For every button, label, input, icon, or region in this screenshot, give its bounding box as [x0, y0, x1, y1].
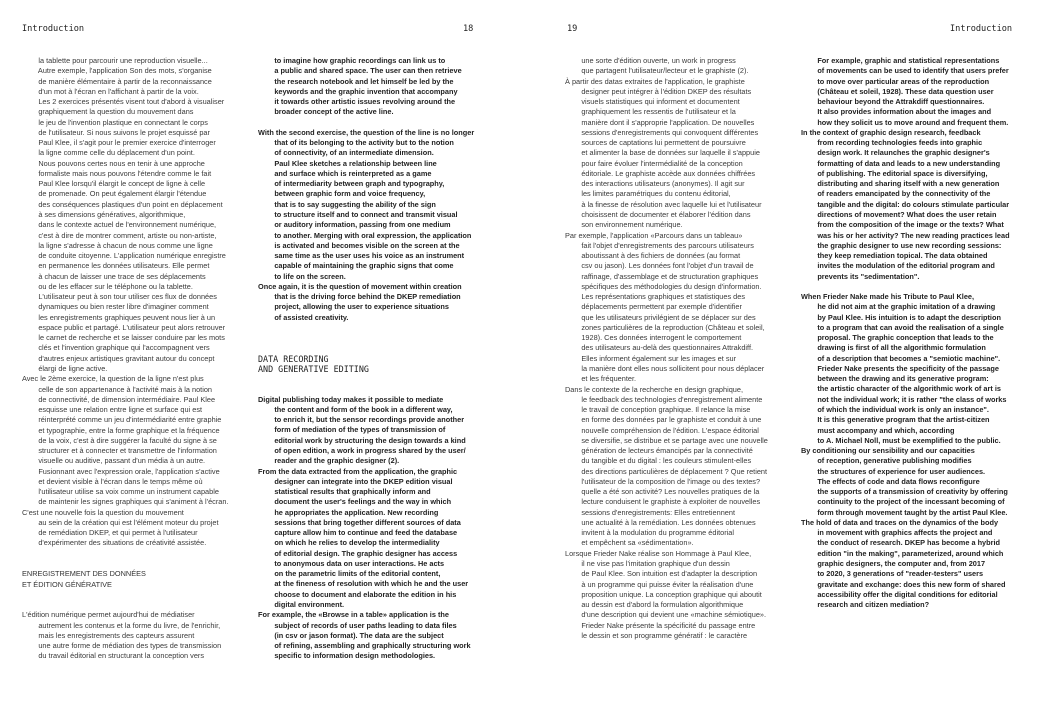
text-line: esquisse une relation entre ligne et surface qui est [22, 405, 203, 415]
text-line: tangible and the digital: do colours stimulate particular [801, 199, 1010, 209]
text-line: or auditory information, passing from one medium [258, 220, 451, 230]
text-line: of publishing. The editorial space is diversifying, [801, 168, 988, 178]
text-line: the content and form of the book in a different way, [258, 404, 453, 414]
text-line: À partir des datas extraites de l'application, le graphiste [565, 76, 745, 86]
text-line: It also provides information about the images and [801, 107, 992, 117]
text-line: dynamiques ou bien rester libre d'imaginer comment [22, 302, 209, 312]
text-line: choose to document and elaborate the edition in his [258, 589, 457, 599]
text-line: quelle a été son activité? Les nouvelles pratiques de la [565, 487, 760, 497]
text-line: que les utilisateurs privilégient de se déplacer sur des [565, 312, 756, 322]
section-heading: DATA RECORDING [258, 353, 329, 364]
text-line: visuelle ou auditive, passant d'un média à un autre. [22, 456, 206, 466]
text-line: raffinage, d'assemblage et de structuration graphiques [565, 271, 759, 281]
text-line: lecture conduisent le graphiste à exploiter de nouvelles [565, 497, 761, 507]
text-line: visuels statistiques qui informent et documentent [565, 97, 740, 107]
text-line: le feedback des technologies d'enregistrement alimente [565, 394, 763, 404]
text-line: fait l'objet d'enregistrements des parcours utilisateurs [565, 240, 754, 250]
text-line: of editorial design. The graphic designer has access [258, 548, 458, 558]
text-line: Paul Klee, il s'agit pour le premier exercice d'interroger [22, 138, 216, 148]
column-left-english [258, 56, 480, 706]
text-line: Digital publishing today makes it possible to mediate [258, 394, 444, 404]
text-line: behaviour beyond the Attrakdiff questionnaires. [801, 97, 985, 107]
text-line: Frieder Nake présente la spécificité du passage entre [565, 620, 756, 630]
text-line: he appropriates the application. New recording [258, 507, 439, 517]
text-line: Nous pouvons certes nous en tenir à une approche [22, 158, 205, 168]
text-line: déplacements permettent par exemple d'identifier [565, 302, 742, 312]
text-line: L'édition numérique permet aujourd'hui de médiatiser [22, 610, 195, 620]
text-line: of a description that becomes a "semiotic machine". [801, 353, 1001, 363]
text-line: sessions that bring together different sources of data [258, 517, 461, 527]
text-line: en permanence les données utilisateurs. Elle permet [22, 261, 210, 271]
text-line: L'utilisateur peut à son tour utiliser ces flux de données [22, 292, 217, 302]
text-line: accessibility offer the digital conditions for editorial [801, 589, 998, 599]
text-line: de manière élémentaire à partir de la reconnaissance [22, 76, 212, 86]
text-line: et les fréquenter. [565, 374, 637, 384]
text-line: (Château et soleil, 1928). These data question user [801, 86, 994, 96]
text-line: form of mediation of the types of transmission of [258, 425, 446, 435]
text-line: designer can integrate into the DKEP edition visual [258, 476, 453, 486]
text-line: à ses dimensions génératives, algorithmique, [22, 209, 186, 219]
text-line: to 2020, 3 generations of "reader-testers" users [801, 569, 984, 579]
text-line: formaliste mais nous pouvons l'étendre comme le fait [22, 168, 212, 178]
text-line: clés et l'invention graphique qui l'accompagnent vers [22, 343, 210, 353]
text-line: que partagent l'utilisateur/lecteur et le graphiste (2). [565, 66, 749, 76]
section-heading: ET ÉDITION GÉNÉRATIVE [22, 579, 112, 589]
text-line: not the individual work; it is rather "the class of works [801, 394, 1007, 404]
text-line: edition "in the making", parameterized, around which [801, 548, 1004, 558]
text-line [22, 590, 250, 600]
text-line: and surface which is reinterpreted as a game [258, 168, 432, 178]
text-line: autrement les contenus et la forme du livre, de l'enrichir, [22, 620, 221, 630]
text-line: à chacun de laisser une trace de ses déplacements [22, 271, 206, 281]
text-line: in movement with graphics affects the project and [801, 528, 993, 538]
text-line: structurer et à connecter et transmettre de l'information [22, 446, 217, 456]
section-heading: AND GENERATIVE EDITING [258, 363, 369, 374]
text-line: du travail éditorial en structurant la conception vers [22, 651, 205, 661]
text-line: graphiquement la question du mouvement dans [22, 107, 194, 117]
page-number-left: 18 [463, 24, 474, 34]
text-line: ou de les effacer sur le téléphone ou la tablette. [22, 281, 193, 291]
text-line: au sein de la création qui est l'élément moteur du projet [22, 517, 219, 527]
text-line: of assisted creativity. [258, 312, 349, 322]
text-line: graphic designers, the computer and, from 2017 [801, 559, 986, 568]
running-head-right: Introduction [950, 24, 1013, 34]
text-line: directions of movement? What does the user retain [801, 209, 997, 219]
text-line: et typographie, entre la forme graphique et la fréquence [22, 425, 220, 435]
text-line: of refining, assembling and graphically structuring work [258, 641, 471, 651]
text-line: de conduite citoyenne. L'application numérique enregistre [22, 251, 226, 261]
text-line: c'est à dire de montrer comment, artiste ou non-artiste, [22, 230, 217, 240]
text-line: des interactions utilisateurs (anonymes). Il agit sur [565, 179, 745, 189]
text-line: to a program that can avoid the realisation of a single [801, 322, 1004, 332]
text-line: By conditioning our sensibility and our capacities [801, 446, 975, 456]
text-line: between graphic form and voice frequency, [258, 189, 426, 199]
text-line: de connectivité, de dimension intermédiaire. Paul Klee [22, 394, 216, 404]
text-line [801, 282, 1021, 292]
text-line: Elles informent également sur les images et sur [565, 353, 737, 363]
text-line: et empêchent sa «sédimentation». [565, 538, 694, 548]
text-line: des directions particulières de déplacement ? Que retient [565, 466, 768, 476]
text-line: d'expérimenter des situations de créativité assistée. [22, 538, 207, 548]
text-line: the graphic designer to use new recording sessions: [801, 240, 1002, 250]
text-line: at the fineness of resolution with which he and the user [258, 579, 469, 589]
column-right-french [565, 56, 791, 706]
text-line: du tangible et du digital : les couleurs stimulent-elles [565, 456, 752, 466]
text-line: graphiquement les ressentis de l'utilisateur et la [565, 107, 736, 117]
text-line: of reception, generative publishing modifies [801, 456, 972, 466]
text-line: une autre forme de médiation des types de transmission [22, 641, 222, 651]
text-line: invites the modulation of the editorial program and [801, 261, 995, 271]
text-line: drawing is first of all the algorithmic formulation [801, 343, 986, 353]
text-line: C'est une nouvelle fois la question du mouvement [22, 507, 184, 517]
text-line: to move over particular areas of the reproduction [801, 76, 990, 86]
text-line [258, 323, 480, 333]
text-line: the supports of a transmission of creativity by offering [801, 487, 1008, 497]
text-line: project, allowing the user to experience situations [258, 302, 449, 312]
text-line: document the user's feelings and the way in which [258, 497, 452, 507]
text-line: il ne vise pas l'imitation graphique d'un dessin [565, 559, 730, 569]
text-line: to life on the screen. [258, 271, 346, 281]
text-line: et devient visible à l'écran dans le temps même où [22, 476, 203, 486]
text-line: Frieder Nake presents the specificity of the passage [801, 363, 999, 373]
text-line: reader and the graphic designer (2). [258, 456, 400, 466]
text-line: d'une description qui devient une «machine sémiotique». [565, 610, 767, 620]
text-line: It is this generative program that the artist-citizen [801, 415, 990, 425]
text-line: Paul Klee lorsqu'il élargit le concept de ligne à celle [22, 179, 206, 189]
text-line: that is the driving force behind the DKEP remediation [258, 292, 461, 302]
text-line: pour faire évoluer l'intermédialité de la conception [565, 158, 743, 168]
text-line: invitent à la modulation du programme éditorial [565, 528, 734, 538]
text-line: proposal. The graphic conception that leads to the [801, 333, 994, 343]
text-line: the artistic character of the algorithmic work of art is [801, 384, 1001, 394]
text-line: design work. It relaunches the graphic designer's [801, 148, 990, 158]
text-line: to imagine how graphic recordings can link us to [258, 56, 446, 65]
text-line: Once again, it is the question of movement within creation [258, 281, 462, 291]
text-line: des conséquences plastiques d'un point en déplacement [22, 199, 223, 209]
text-line: réinterprété comme un jeu d'intermédiarité entre graphie [22, 415, 222, 425]
text-line: keywords and the graphic invention that accompany [258, 86, 458, 96]
text-line [22, 600, 250, 610]
text-line: to anonymous data on user interactions. He acts [258, 558, 445, 568]
text-line: With the second exercise, the question of the line is no longer [258, 127, 475, 137]
text-line: same time as the user uses his voice as an instrument [258, 251, 465, 261]
text-line: to enrich it, but the sensor recordings provide another [258, 415, 465, 425]
text-line: was his or her activity? The new reading practices lead [801, 230, 1010, 240]
text-line [258, 374, 480, 384]
text-line: se diversifie, se distribue et se partage avec une nouvelle [565, 435, 768, 445]
text-line: choisissent de documenter et élaborer l'édition dans [565, 209, 751, 219]
text-line: research and citizen mediation? [801, 600, 930, 610]
text-line: proposition unique. La conception graphique qui aboutit [565, 589, 762, 599]
text-line: à un programme qui puisse éviter la réalisation d'une [565, 579, 754, 589]
text-line: Autre exemple, l'application Son des mots, s'organise [22, 66, 212, 76]
text-line: nouvelle compréhension de l'édition. L'espace éditorial [565, 425, 759, 435]
text-line: formatting of data and leads to a new understanding [801, 158, 1001, 168]
text-line: sessions d'enregistrements: Elles entretiennent [565, 507, 735, 517]
text-line: aboutissant à des fichiers de données (au format [565, 251, 741, 261]
text-line: on the parametric limits of the editorial content, [258, 569, 441, 579]
text-line: de Paul Klee. Son intuition est d'adapter la description [565, 569, 758, 579]
text-line: d'autres enjeux artistiques gravitant autour du concept [22, 353, 215, 363]
text-line: de la voix, c'est à dire suggérer la faculté du signe à se [22, 435, 217, 445]
text-line: by Paul Klee. His intuition is to adapt the description [801, 312, 1001, 322]
text-line: subject of records of user paths leading to data files [258, 620, 457, 630]
text-line: must accompany and which, according [801, 425, 955, 435]
text-line: spécifiques des méthodologies du design d'information. [565, 281, 762, 291]
text-line: Dans le contexte de la recherche en design graphique, [565, 384, 743, 394]
section-heading: ENREGISTREMENT DES DONNÉES [22, 569, 146, 579]
text-line: 1928). Ces données interrogent le comportement [565, 333, 742, 343]
text-line: zones particulières de la reproduction (Château et soleil, [565, 322, 765, 332]
column-right-english [801, 56, 1021, 706]
text-line: une sorte d'édition ouverte, un work in progress [565, 56, 736, 65]
column-left-french [22, 56, 250, 706]
text-line: they keep remediation topical. The data obtained [801, 251, 988, 261]
text-line: d'un mot à l'écran en l'affichant à partir de la voix. [22, 86, 199, 96]
text-line: of intermediarity between graph and typography, [258, 179, 445, 189]
text-line: son environnement numérique. [565, 220, 683, 230]
text-line: Paul Klee sketches a relationship between line [258, 158, 437, 168]
text-line: sources de captations lui permettent de poursuivre [565, 138, 746, 148]
text-line [258, 384, 480, 394]
running-head-left: Introduction [22, 24, 85, 34]
text-line: the conduct of research. DKEP has become a hybrid [801, 538, 1001, 548]
text-line: le travail de conception graphique. Il relance la mise [565, 405, 751, 415]
text-line: la manière dont elles nous sollicitent pour nous déplacer [565, 363, 765, 373]
text-line: l'utilisateur utilise sa voix comme un instrument capable [22, 487, 219, 497]
text-line: la tablette pour parcourir une reproduction visuelle... [22, 56, 208, 65]
text-line: the research notebook and let himself be led by the [258, 76, 454, 86]
text-line: capable of maintaining the graphic signs that come [258, 261, 454, 271]
text-line: on which he relies to develop the intermediality [258, 538, 440, 548]
text-line: csv ou jason). Les données font l'objet d'un travail de [565, 261, 754, 271]
text-line: how they solicit us to move around and frequent them. [801, 117, 1009, 127]
text-line: en forme des données par le graphiste et conduit à une [565, 415, 762, 425]
text-line: sessions d'enregistrements qui convoquent différentes [565, 127, 759, 137]
text-line: une actualité à la remédiation. Les données obtenues [565, 517, 756, 527]
text-line: editorial work by structuring the design towards a kind [258, 435, 466, 445]
text-line: Les 2 exercices présentés visent tout d'abord à visualiser [22, 97, 225, 107]
text-line: For example, graphic and statistical representations [801, 56, 1000, 65]
text-line: celle de son appartenance à l'activité mais à la notion [22, 384, 213, 394]
text-line: Par exemple, l'application «Parcours dans un tableau» [565, 230, 743, 240]
text-line: espace public et partagé. L'utilisateur peut alors retrouver [22, 322, 226, 332]
text-line: mais les enregistrements des capteurs assurent [22, 630, 195, 640]
text-line: à la finesse de résolution avec laquelle lui et l'utilisateur [565, 199, 762, 209]
text-line: of which the individual work is only an instance". [801, 405, 989, 415]
page-number-right: 19 [567, 24, 578, 34]
text-line: et alimenter la base de données sur laquelle il s'appuie [565, 148, 760, 158]
text-line: continuity to the project of the incessant becoming of [801, 497, 1005, 507]
text-line: digital environment. [258, 599, 345, 609]
text-line: de maintenir les signes graphiques qui s'animent à l'écran. [22, 497, 229, 507]
text-line: élargi de ligne active. [22, 363, 108, 373]
text-line [258, 333, 480, 343]
text-line: of open edition, a work in progress shared by the user/ [258, 446, 466, 455]
text-line: éditoriale. Le graphiste accède aux données chiffrées [565, 168, 756, 178]
text-line: dans le contexte actuel de l'environnement numérique, [22, 220, 217, 230]
text-line: it towards other artistic issues revolving around the [258, 97, 456, 107]
text-line: broader concept of the active line. [258, 107, 394, 117]
text-line: to another. Merging with oral expression, the application [258, 230, 472, 240]
text-line: au dessin est d'abord la formulation algorithmique [565, 600, 744, 610]
text-line [258, 118, 480, 128]
text-line: statistical results that graphically inform and [258, 487, 431, 497]
text-line: prevents its "sedimentation". [801, 271, 920, 281]
text-line: les limites paramétriques du contenu éditorial, [565, 189, 731, 199]
text-line: of readers emancipated by the connectivity of the [801, 189, 991, 199]
text-line: Avec le 2ème exercice, la question de la ligne n'est plus [22, 374, 204, 384]
text-line: that is to say suggesting the ability of the sign [258, 199, 436, 209]
text-line: From the data extracted from the application, the graphic [258, 466, 458, 476]
text-line: Fusionnant avec l'expression orale, l'application s'active [22, 466, 220, 476]
text-line: la ligne comme celle du déplacement d'un point. [22, 148, 195, 158]
text-line: he did not aim at the graphic imitation of a drawing [801, 302, 996, 312]
text-line: l'utilisateur de la composition de l'image ou des textes? [565, 476, 761, 486]
text-line: les enregistrements graphiques peuvent nous lier à un [22, 312, 216, 322]
text-line: When Frieder Nake made his Tribute to Paul Klee, [801, 292, 975, 302]
text-line: to structure itself and to connect and transmit visual [258, 209, 458, 219]
text-line: that of its belonging to the activity but to the notion [258, 138, 454, 148]
text-line: gravitate and exchange: does this new form of shared [801, 579, 1006, 589]
text-line: le carnet de recherche et se laisser conduire par les mots [22, 333, 225, 343]
text-line: The effects of code and data flows reconfigure [801, 476, 980, 486]
text-line: a public and shared space. The user can then retrieve [258, 66, 462, 76]
text-line: des utilisateurs au-delà des questionnaires Attrakdiff. [565, 343, 754, 353]
text-line: from the composition of the image or the texts? What [801, 220, 1004, 230]
text-line: le jeu de l'invention plastique en connectant le corps [22, 117, 208, 127]
text-line: between the drawing and its generative program: [801, 374, 989, 384]
text-line: de promenade. On peut également élargir l'étendue [22, 189, 207, 199]
text-line: the structures of experience for user audiences. [801, 466, 986, 476]
text-line: to A. Michael Noll, must be exemplified to the public. [801, 435, 1001, 445]
text-line: de l'utilisateur. Si nous suivons le projet esquissé par [22, 127, 210, 137]
text-line [258, 343, 480, 353]
text-line: form through movement taught by the artist Paul Klee. [801, 507, 1008, 517]
text-line: of movements can be used to identify that users prefer [801, 66, 1009, 76]
text-line: designer peut intégrer à l'édition DKEP des résultats [565, 86, 752, 96]
text-line: from recording technologies feeds into graphic [801, 138, 983, 148]
text-line: distributing and sharing itself with a new generation [801, 179, 1000, 189]
text-line [22, 549, 250, 559]
text-line: In the context of graphic design research, feedback [801, 127, 981, 137]
text-line: is activated and becomes visible on the screen at the [258, 240, 460, 250]
text-line: manière dont il s'approprie l'application. De nouvelles [565, 117, 755, 127]
text-line [22, 559, 250, 569]
text-line: The hold of data and traces on the dynamics of the body [801, 517, 999, 527]
text-line: la ligne s'adresse à chacun de nous comme une ligne [22, 240, 213, 250]
text-line: de remédiation DKEP, et qui permet à l'utilisateur [22, 528, 198, 538]
text-line: génération de lecteurs émancipés par la connectivité [565, 446, 753, 456]
text-line: specific to information design methodologies. [258, 651, 436, 661]
text-line: Lorsque Frieder Nake réalise son Hommage à Paul Klee, [565, 548, 752, 558]
text-line: For example, the «Browse in a table» application is the [258, 610, 449, 620]
text-line: (in csv or jason format). The data are the subject [258, 630, 444, 640]
text-line: Les représentations graphiques et statistiques des [565, 292, 746, 302]
text-line: capture allow him to continue and feed the database [258, 528, 458, 538]
text-line: le dessin et son programme génératif : le caractère [565, 630, 748, 640]
text-line: of connectivity, of an intermediate dimension. [258, 148, 434, 158]
